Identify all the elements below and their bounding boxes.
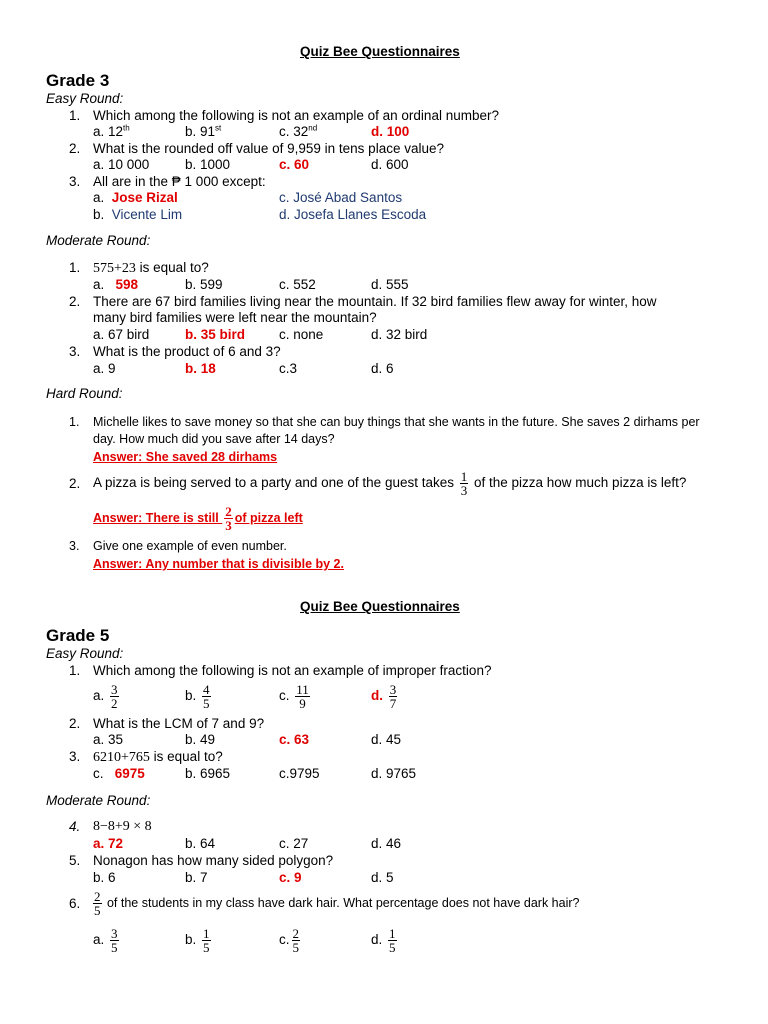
g3-hard-q2-text: A pizza is being served to a party and one of the guest takes $\frac{1}{3}$ of the pizza how much pizza is left? bbox=[93, 468, 687, 498]
g5-easy-q2-b: b. 49 bbox=[185, 732, 216, 747]
g3-easy-q1-a: a. 12th bbox=[93, 123, 130, 139]
g3-easy-q2-d: d. 600 bbox=[371, 157, 409, 172]
g3-easy-q2-text: What is the rounded off value of 9,959 in tens place value? bbox=[93, 141, 444, 156]
g3-hard-q1-num: 1. bbox=[69, 415, 80, 429]
g5-easy-label: Easy Round: bbox=[46, 646, 124, 661]
g3-easy-q2-num: 2. bbox=[69, 141, 81, 156]
g3-mod-q1-c: c. 552 bbox=[279, 277, 316, 292]
g3-easy-q3-text: All are in the ₱ 1 000 except: bbox=[93, 174, 266, 189]
fraction-2-5: $\frac{2}{5}$ bbox=[94, 889, 101, 919]
g3-mod-q3-c: c.3 bbox=[279, 361, 298, 376]
g5-mod-q5-b: b. 7 bbox=[185, 870, 208, 885]
g3-easy-q1-text: Which among the following is not an example of an ordinal number? bbox=[93, 108, 499, 123]
g5-mod-q5-text: Nonagon has how many sided polygon? bbox=[93, 853, 334, 868]
g5-easy-q1-b: b. $\frac{4}{5}$ bbox=[185, 681, 210, 711]
g3-easy-q2-c-answer: c. 60 bbox=[279, 157, 310, 172]
g3-easy-label: Easy Round: bbox=[46, 91, 124, 106]
g3-hard-label: Hard Round: bbox=[46, 386, 123, 401]
g3-hard-q2-num: 2. bbox=[69, 476, 81, 491]
g3-mod-q1-a: a. 598 bbox=[93, 277, 139, 292]
g3-moderate-label: Moderate Round: bbox=[46, 233, 151, 248]
g3-mod-q3-text: What is the product of 6 and 3? bbox=[93, 344, 281, 359]
g5-easy-q1-d-answer: d. $\frac{3}{7}$ bbox=[371, 681, 397, 711]
g3-mod-q2-b-answer: b. 35 bird bbox=[185, 327, 246, 342]
g5-mod-q6-num: 6. bbox=[69, 896, 81, 911]
g5-easy-q1-num: 1. bbox=[69, 663, 81, 678]
g3-easy-q1-b: b. 91st bbox=[185, 123, 222, 139]
g3-mod-q2-num: 2. bbox=[69, 294, 81, 309]
g3-mod-q3-num: 3. bbox=[69, 344, 81, 359]
g3-mod-q3-d: d. 6 bbox=[371, 361, 394, 376]
g5-mod-q6-a: a. $\frac{3}{5}$ bbox=[93, 925, 118, 955]
g3-mod-q1-a-answer: 598 bbox=[115, 277, 139, 292]
page-title-1: Quiz Bee Questionnaires bbox=[300, 44, 460, 59]
fraction-1-3: $\frac{1}{3}$ bbox=[460, 468, 468, 498]
g5-moderate-label: Moderate Round: bbox=[46, 793, 151, 808]
g5-easy-q2-text: What is the LCM of 7 and 9? bbox=[93, 716, 265, 731]
g3-mod-q3-a: a. 9 bbox=[93, 361, 116, 376]
g5-mod-q4-num: 4. bbox=[69, 819, 81, 834]
g3-easy-q3-d: d. Josefa Llanes Escoda bbox=[279, 207, 427, 222]
g3-easy-q2-b: b. 1000 bbox=[185, 157, 231, 172]
g3-easy-q1-num: 1. bbox=[69, 108, 81, 123]
g3-mod-q2-d: d. 32 bird bbox=[371, 327, 428, 342]
g3-mod-q1-b: b. 599 bbox=[185, 277, 223, 292]
g5-easy-q1-c: c. $\frac{11}{9}$ bbox=[279, 681, 309, 711]
g3-easy-q1-d-answer: d. 100 bbox=[371, 124, 410, 139]
g3-mod-q2-c: c. none bbox=[279, 327, 324, 342]
g3-mod-q2-line2: many bird families were left near the mountain? bbox=[93, 310, 377, 325]
g5-easy-q2-c-answer: c. 63 bbox=[279, 732, 310, 747]
g5-easy-q3-c: c.9795 bbox=[279, 766, 320, 781]
g3-hard-q2-answer: Answer: There is still $\frac{2}{3}$ of pizza left bbox=[93, 504, 303, 534]
g5-easy-q1-text: Which among the following is not an example of improper fraction? bbox=[93, 663, 492, 678]
g5-mod-q5-a: b. 6 bbox=[93, 870, 116, 885]
g5-mod-q5-d: d. 5 bbox=[371, 870, 394, 885]
g5-easy-q2-num: 2. bbox=[69, 716, 81, 731]
g5-mod-q4-d: d. 46 bbox=[371, 836, 402, 851]
g3-hard-q1-line1: Michelle likes to save money so that she can buy things that she wants in the future. She saves 2 dirhams per bbox=[93, 415, 700, 429]
g3-easy-q3-a-answer: Jose Rizal bbox=[111, 190, 178, 205]
g3-hard-q1-line2: day. How much did you save after 14 days? bbox=[93, 432, 335, 446]
g3-hard-q3-num: 3. bbox=[69, 539, 80, 553]
g5-mod-q4-b: b. 64 bbox=[185, 836, 216, 851]
g3-hard-q3-text: Give one example of even number. bbox=[93, 539, 287, 553]
g5-mod-q4-a-answer: a. 72 bbox=[93, 836, 124, 851]
g3-mod-q1-num: 1. bbox=[69, 260, 81, 275]
g5-easy-q2-a: a. 35 bbox=[93, 732, 124, 747]
g3-mod-q1-d: d. 555 bbox=[371, 277, 409, 292]
g5-easy-q3-num: 3. bbox=[69, 749, 81, 764]
g3-hard-q3-answer: Answer: Any number that is divisible by 2. bbox=[93, 557, 344, 571]
grade-5-heading: Grade 5 bbox=[46, 626, 110, 645]
g5-mod-q6-text: $\frac{2}{5}$ of the students in my class have dark hair. What percentage does not have dark hair? bbox=[94, 889, 580, 919]
g5-easy-q3-text: 6210+765 is equal to? bbox=[93, 749, 223, 765]
g3-easy-q3-b: b. Vicente Lim bbox=[93, 207, 183, 222]
g3-easy-q3-a: a. Jose Rizal bbox=[93, 190, 178, 205]
g5-easy-q2-d: d. 45 bbox=[371, 732, 402, 747]
g5-easy-q3-d: d. 9765 bbox=[371, 766, 417, 781]
g3-mod-q2-a: a. 67 bird bbox=[93, 327, 150, 342]
page-title-2: Quiz Bee Questionnaires bbox=[300, 599, 460, 614]
g3-easy-q3-num: 3. bbox=[69, 174, 81, 189]
g5-easy-q3-b: b. 6965 bbox=[185, 766, 231, 781]
g5-mod-q5-c-answer: c. 9 bbox=[279, 870, 302, 885]
g3-mod-q3-b-answer: b. 18 bbox=[185, 361, 216, 376]
g3-easy-q2-a: a. 10 000 bbox=[93, 157, 150, 172]
g5-mod-q5-num: 5. bbox=[69, 853, 81, 868]
g5-easy-q3-a: c. 6975 bbox=[93, 766, 145, 781]
g5-mod-q6-b: b. $\frac{1}{5}$ bbox=[185, 925, 210, 955]
g3-easy-q3-c: c. José Abad Santos bbox=[279, 190, 403, 205]
g5-mod-q4-expr: 8−8+9 × 8 bbox=[93, 819, 152, 834]
g5-easy-q3-a-answer: 6975 bbox=[114, 766, 145, 781]
grade-3-heading: Grade 3 bbox=[46, 71, 110, 90]
g3-hard-q1-answer: Answer: She saved 28 dirhams bbox=[93, 450, 278, 464]
g5-mod-q6-c: c. $\frac{2}{5}$ bbox=[279, 925, 300, 955]
g3-mod-q1-text: 575+23 is equal to? bbox=[93, 260, 209, 276]
g5-mod-q6-d: d. $\frac{1}{5}$ bbox=[371, 925, 396, 955]
g3-easy-q1-c: c. 32nd bbox=[279, 123, 318, 139]
g5-mod-q4-c: c. 27 bbox=[279, 836, 309, 851]
fraction-2-3: $\frac{2}{3}$ bbox=[225, 504, 232, 534]
g3-mod-q2-line1: There are 67 bird families living near the mountain. If 32 bird families flew away for winter, how bbox=[93, 294, 657, 309]
g5-easy-q1-a: a. $\frac{3}{2}$ bbox=[93, 681, 118, 711]
